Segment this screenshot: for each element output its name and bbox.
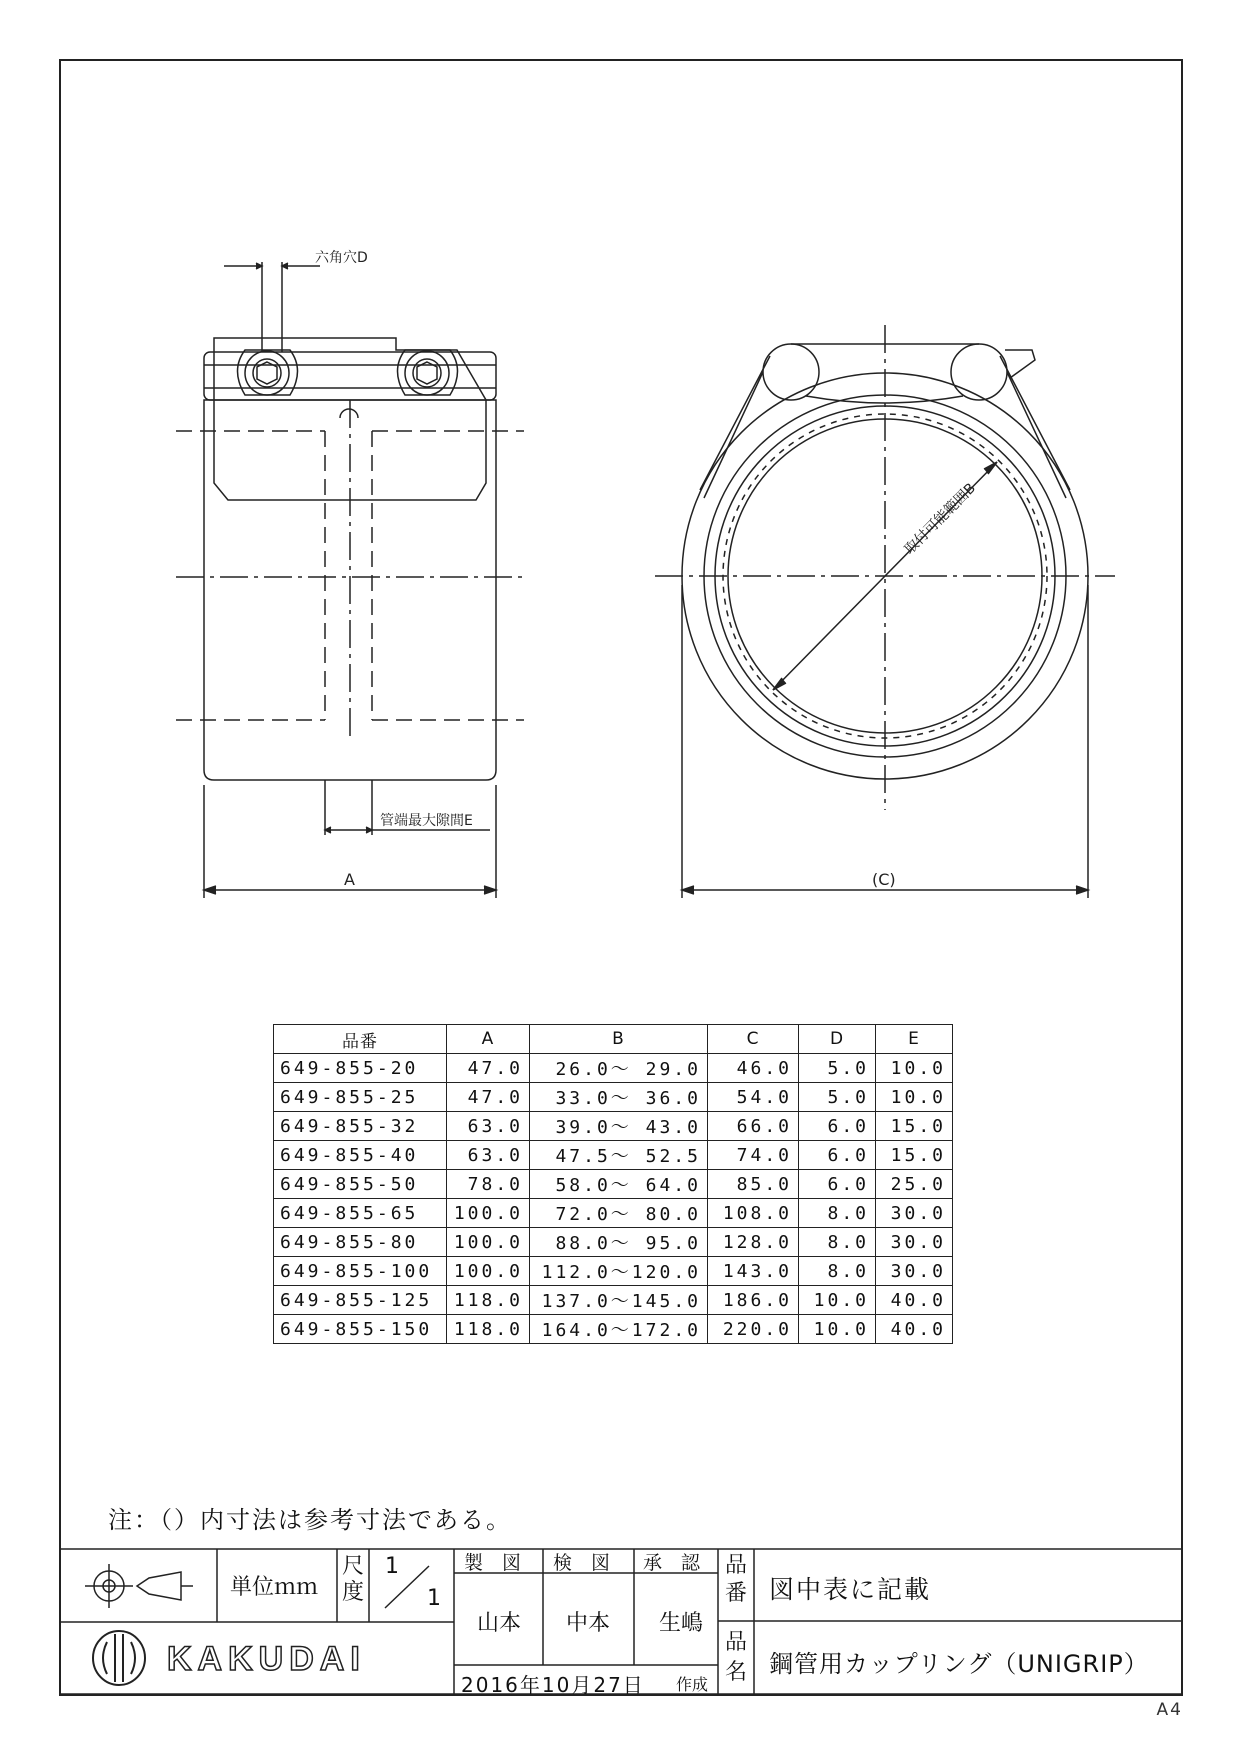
table-cell: 10.0 (799, 1315, 876, 1344)
table-cell: 118.0 (447, 1286, 530, 1315)
table-cell: 47.0 (447, 1054, 530, 1083)
table-cell: 112.0～120.0 (530, 1257, 708, 1286)
table-cell: 5.0 (799, 1083, 876, 1112)
table-cell: 33.0～ 36.0 (530, 1083, 708, 1112)
table-cell: 10.0 (876, 1083, 953, 1112)
table-row (274, 1286, 953, 1315)
brand-name: KAKUDAI (167, 1640, 366, 1678)
header-b: B (530, 1025, 708, 1054)
table-cell: 58.0～ 64.0 (530, 1170, 708, 1199)
scale-numerator: 1 (385, 1554, 399, 1579)
table-cell: 118.0 (447, 1315, 530, 1344)
header-e: E (876, 1025, 953, 1054)
table-cell: 649-855-80 (274, 1228, 447, 1257)
table-cell: 6.0 (799, 1170, 876, 1199)
product-name-label: 品名 (725, 1630, 748, 1685)
table-cell: 15.0 (876, 1141, 953, 1170)
table-cell: 137.0～145.0 (530, 1286, 708, 1315)
hex-hole-label: 六角穴D (315, 250, 368, 266)
table-row (274, 1054, 953, 1083)
table-row (274, 1315, 953, 1344)
table-cell: 63.0 (447, 1141, 530, 1170)
table-row (274, 1112, 953, 1141)
created-date: 2016年10月27日 (461, 1673, 645, 1697)
table-row (274, 1141, 953, 1170)
scale-denominator: 1 (427, 1586, 441, 1611)
approved-by-name: 生嶋 (659, 1611, 704, 1636)
table-cell: 5.0 (799, 1054, 876, 1083)
part-no-label: 品番 (725, 1553, 748, 1606)
dim-a-label: A (344, 870, 355, 889)
table-cell: 8.0 (799, 1228, 876, 1257)
table-row (274, 1083, 953, 1112)
note-text: 注：（）内寸法は参考寸法である。 (108, 1506, 512, 1534)
header-d: D (799, 1025, 876, 1054)
table-cell: 30.0 (876, 1257, 953, 1286)
title-block (59, 1548, 1183, 1695)
bolt-bar (204, 352, 496, 400)
table-cell: 25.0 (876, 1170, 953, 1199)
mount-range-label: 取付可能範囲B (901, 480, 980, 558)
projection-symbol-icon (85, 1564, 193, 1608)
table-header-row (274, 1025, 953, 1054)
table-cell: 47.0 (447, 1083, 530, 1112)
table-cell: 88.0～ 95.0 (530, 1228, 708, 1257)
table-cell: 66.0 (708, 1112, 799, 1141)
table-cell: 186.0 (708, 1286, 799, 1315)
header-part-no: 品番 (274, 1025, 447, 1054)
approved-by-label: 承 認 (643, 1552, 701, 1574)
drawn-by-name: 山本 (477, 1611, 522, 1636)
table-cell: 78.0 (447, 1170, 530, 1199)
clamp-boss-right (951, 344, 1007, 400)
table-cell: 26.0～ 29.0 (530, 1054, 708, 1083)
table-row (274, 1199, 953, 1228)
part-no-value: 図中表に記載 (769, 1575, 932, 1604)
created-label: 作成 (676, 1675, 709, 1694)
small-hole (340, 409, 358, 418)
table-cell: 10.0 (876, 1054, 953, 1083)
clamp-boss-left (763, 344, 819, 400)
table-cell: 8.0 (799, 1257, 876, 1286)
table-cell: 649-855-20 (274, 1054, 447, 1083)
product-name-value: 鋼管用カップリング（UNIGRIP） (769, 1650, 1149, 1678)
table-cell: 143.0 (708, 1257, 799, 1286)
table-cell: 72.0～ 80.0 (530, 1199, 708, 1228)
table-cell: 8.0 (799, 1199, 876, 1228)
table-cell: 6.0 (799, 1141, 876, 1170)
header-c: C (708, 1025, 799, 1054)
table-cell: 39.0～ 43.0 (530, 1112, 708, 1141)
checked-by-label: 検 図 (553, 1552, 611, 1574)
table-cell: 74.0 (708, 1141, 799, 1170)
table-cell: 10.0 (799, 1286, 876, 1315)
max-gap-label: 管端最大隙間E (380, 813, 473, 829)
table-cell: 164.0～172.0 (530, 1315, 708, 1344)
table-cell: 46.0 (708, 1054, 799, 1083)
table-cell: 649-855-125 (274, 1286, 447, 1315)
sheet-size: A4 (1156, 1700, 1183, 1720)
spec-table (273, 1024, 953, 1344)
scale-label: 尺度 (342, 1554, 365, 1605)
table-row (274, 1257, 953, 1286)
table-cell: 15.0 (876, 1112, 953, 1141)
table-cell: 128.0 (708, 1228, 799, 1257)
drawn-by-label: 製 図 (464, 1552, 522, 1574)
table-cell: 40.0 (876, 1286, 953, 1315)
table-cell: 30.0 (876, 1228, 953, 1257)
table-cell: 649-855-50 (274, 1170, 447, 1199)
table-cell: 40.0 (876, 1315, 953, 1344)
table-row (274, 1170, 953, 1199)
table-cell: 85.0 (708, 1170, 799, 1199)
checked-by-name: 中本 (566, 1611, 611, 1636)
table-cell: 6.0 (799, 1112, 876, 1141)
table-cell: 649-855-25 (274, 1083, 447, 1112)
table-cell: 100.0 (447, 1199, 530, 1228)
table-cell: 220.0 (708, 1315, 799, 1344)
table-cell: 54.0 (708, 1083, 799, 1112)
table-cell: 649-855-150 (274, 1315, 447, 1344)
table-cell: 63.0 (447, 1112, 530, 1141)
table-cell: 30.0 (876, 1199, 953, 1228)
table-cell: 100.0 (447, 1257, 530, 1286)
kakudai-logo-icon (93, 1631, 145, 1685)
table-cell: 100.0 (447, 1228, 530, 1257)
table-cell: 649-855-40 (274, 1141, 447, 1170)
table-cell: 47.5～ 52.5 (530, 1141, 708, 1170)
header-a: A (447, 1025, 530, 1054)
table-cell: 649-855-32 (274, 1112, 447, 1141)
table-cell: 649-855-100 (274, 1257, 447, 1286)
table-cell: 649-855-65 (274, 1199, 447, 1228)
table-row (274, 1228, 953, 1257)
table-cell: 108.0 (708, 1199, 799, 1228)
dim-c-label: (C) (872, 870, 896, 889)
unit-label: 単位ｍｍ (230, 1575, 319, 1600)
